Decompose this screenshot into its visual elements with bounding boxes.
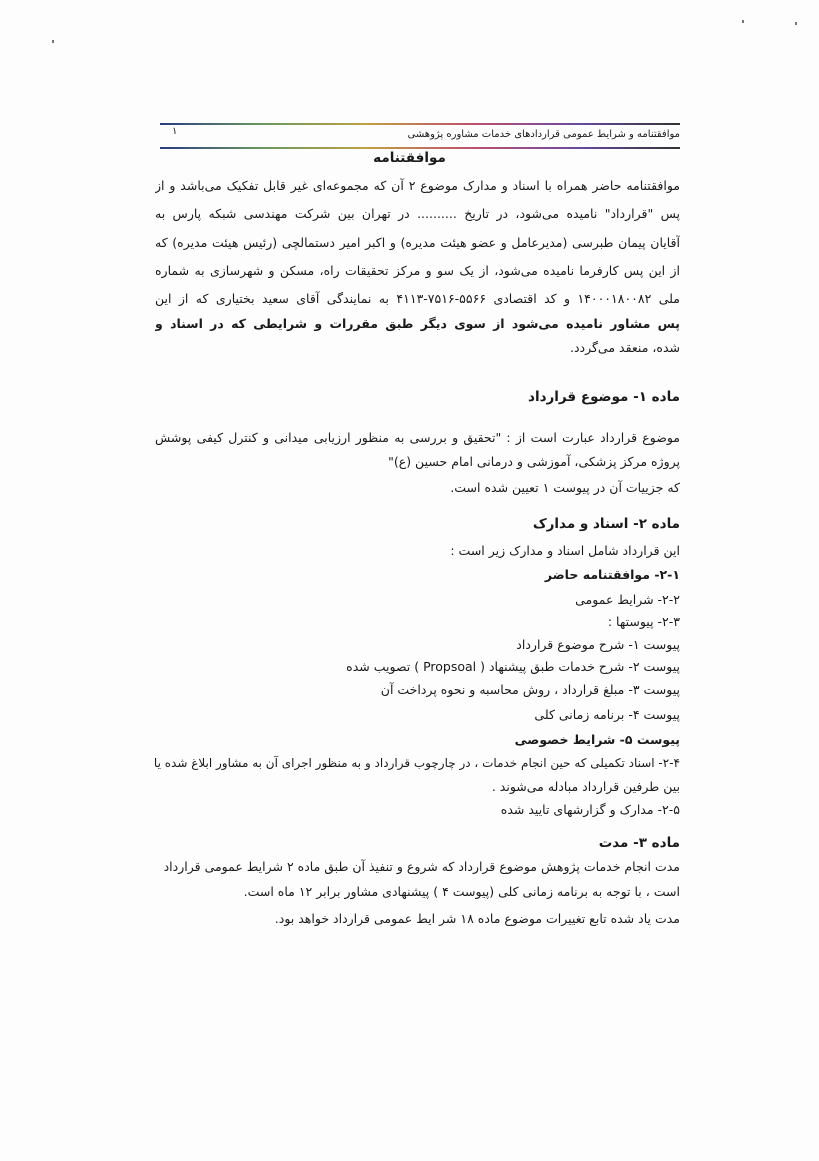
header-bottom-rule [160, 147, 680, 149]
article-2-line: پیوست ۵- شرایط خصوصی [514, 732, 680, 747]
article-2-line: پیوست ۴- برنامه زمانی کلی [534, 707, 680, 722]
article-3-line: مدت یاد شده تابع تغییرات موضوع ماده ۱۸ شر ایط عمومی قرارداد خواهد بود. [274, 911, 680, 926]
article-1-heading: ماده ۱- موضوع قرارداد [528, 389, 680, 405]
scan-speck [795, 22, 797, 25]
intro-line: موافقتنامه حاضر همراه با اسناد و مدارک موضوع ۲ آن که مجموعه‌ای غیر قابل تفکیک می‌باشد و از [155, 178, 680, 193]
intro-line: ملی ۱۴۰۰۰۱۸۰۰۸۲ و کد اقتصادی ۵۵۶۶-۷۵۱۶-۴۱۱۳ به نمایندگی آقای سعید بختیاری که از این [155, 291, 680, 306]
article-2-line: ۲-۴- اسناد تکمیلی که حین انجام خدمات ، در چارچوب قرارداد و به منظور اجرای آن به مشاور ابلاغ شده یا [153, 756, 680, 770]
article-3-line: است ، با توجه به برنامه زمانی کلی (پیوست ۴ ) پیشنهادی مشاور برابر ۱۲ ماه است. [243, 884, 680, 899]
article-2-line: ۲-۱- موافقتنامه حاضر [544, 567, 680, 582]
article-2-line: ۲-۵- مدارک و گزارشهای تایید شده [500, 802, 680, 817]
article-1-line: موضوع قرارداد عبارت است از : "تحقیق و بررسی به منظور ارزیابی میدانی و کنترل کیفی پوشش [155, 430, 680, 445]
intro-line: شده، منعقد می‌گردد. [569, 340, 680, 355]
article-2-line: ۲-۲- شرایط عمومی [575, 592, 680, 607]
header-top-rule [160, 123, 680, 125]
intro-line: پس مشاور نامیده می‌شود از سوی دیگر طبق مقررات و شرایطی که در اسناد و [155, 316, 680, 331]
scan-speck [742, 20, 744, 23]
scan-speck [52, 40, 54, 43]
article-2-heading: ماده ۲- اسناد و مدارک [532, 516, 680, 532]
document-title: موافقتنامه [373, 150, 446, 166]
article-2-line: پیوست ۳- مبلغ قرارداد ، روش محاسبه و نحوه پرداخت آن [380, 682, 680, 697]
article-2-line: پیوست ۱- شرح موضوع قرارداد [516, 637, 680, 652]
article-3-line: مدت انجام خدمات پژوهش موضوع قرارداد که شروع و تنفیذ آن طبق ماده ۲ شرایط عمومی قرارداد [163, 859, 680, 874]
article-3-heading: ماده ۳- مدت [598, 835, 680, 851]
article-2-line: پیوست ۲- شرح خدمات طبق پیشنهاد ( Propsoal ) تصویب شده [346, 659, 680, 674]
intro-line: از این پس کارفرما نامیده می‌شود، از یک سو و مرکز تحقیقات راه، مسکن و شهرسازی به شماره [155, 263, 680, 278]
page-number: ۱ [172, 126, 178, 137]
article-1-line: پروژه مرکز پزشکی، آموزشی و درمانی امام حسین (ع)" [388, 454, 680, 469]
article-2-line: بین طرفین قرارداد مبادله می‌شوند . [491, 779, 680, 794]
running-header: موافقتنامه و شرایط عمومی قراردادهای خدمات مشاوره پژوهشی [407, 129, 680, 140]
article-2-line: این قرارداد شامل اسناد و مدارک زیر است : [450, 543, 680, 558]
article-2-line: ۲-۳- پیوستها : [607, 614, 680, 629]
article-1-line: که جزییات آن در پیوست ۱ تعیین شده است. [450, 480, 680, 495]
intro-line: آقایان پیمان طبرسی (مدیرعامل و عضو هیئت مدیره) و اکبر امیر دستمالچی (رئیس هیئت مدیره) که [155, 235, 680, 250]
intro-line: پس "قرارداد" نامیده می‌شود، در تاریخ .......... در تهران بین شرکت مهندسی شبکه پارس به [155, 206, 680, 221]
